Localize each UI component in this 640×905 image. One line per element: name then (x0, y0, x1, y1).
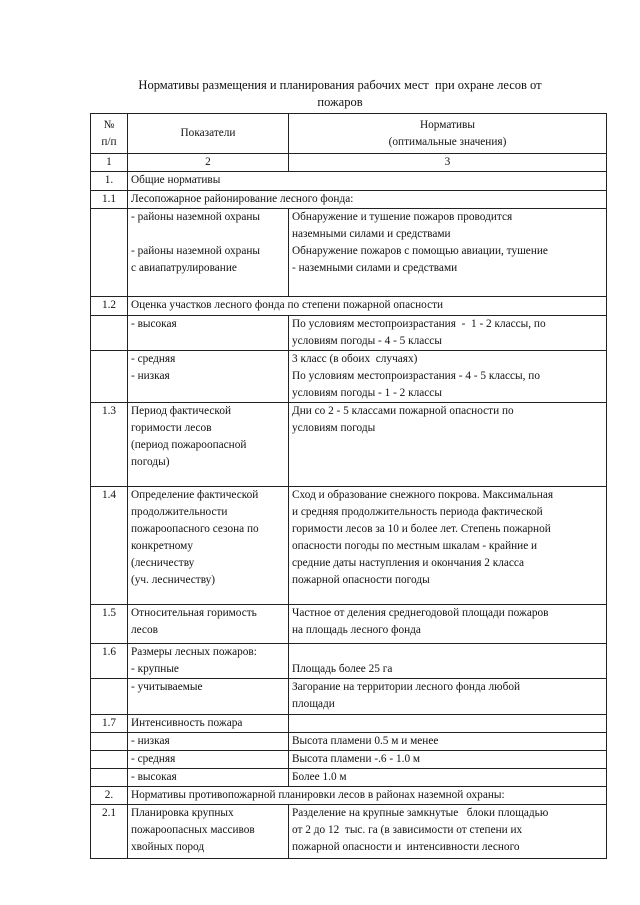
table-row (91, 209, 607, 297)
cell-text-line: Показатели (180, 127, 236, 139)
cell-text-line: - низкая (131, 370, 170, 382)
cell-text-line: - районы наземной охраны (131, 211, 260, 223)
norm-cell (289, 605, 607, 644)
norm-cell (289, 805, 607, 859)
cell-text-line: продолжительности (131, 506, 228, 518)
norm-cell (289, 715, 607, 733)
row-number: 2. (91, 787, 128, 805)
cell-text-line: условиям погоды - 1 - 2 классы (292, 387, 442, 399)
cell-text-line: № (103, 118, 115, 131)
cell-text-line: (период пожароопасной (131, 439, 247, 451)
cell-text-line: Разделение на крупные замкнутые блоки площадью (292, 807, 549, 819)
cell-text-line: - высокая (131, 771, 177, 783)
section-heading: Общие нормативы (128, 172, 607, 191)
header-number-cell (91, 114, 128, 154)
header-row (91, 114, 607, 154)
table-row (91, 733, 607, 751)
table-row (91, 487, 607, 605)
indicator-cell (128, 316, 289, 351)
row-number-empty (91, 209, 128, 297)
cell-text-line: По условиям местопроизрастания - 4 - 5 классы, по (292, 370, 540, 382)
cell-text-line: Более 1.0 м (292, 771, 347, 783)
indicator-cell (128, 644, 289, 679)
cell-text-line: хвойных пород (131, 841, 205, 853)
row-number-empty (91, 733, 128, 751)
row-number: 1.3 (91, 403, 128, 487)
table-row (91, 351, 607, 403)
row-number-empty (91, 751, 128, 769)
indicator-cell (128, 805, 289, 859)
cell-text-line: п/п (101, 135, 117, 148)
indicator-cell (128, 209, 289, 297)
cell-text-line: средние даты наступления и окончания 2 класса (292, 557, 525, 569)
indicator-cell (128, 769, 289, 787)
row-number: 1.5 (91, 605, 128, 644)
cell-text-line: погоды) (131, 456, 170, 468)
table-row (91, 605, 607, 644)
cell-text-line (131, 226, 285, 243)
cell-text-line: Определение фактической (131, 489, 259, 501)
cell-text-line: - наземными силами и средствами (292, 262, 458, 274)
table-row (91, 805, 607, 859)
norm-cell (289, 644, 607, 679)
column-number-2: 2 (128, 154, 289, 172)
indicator-cell (128, 751, 289, 769)
cell-text-line: лесов (131, 624, 158, 636)
norms-table (90, 113, 607, 859)
column-number-1: 1 (91, 154, 128, 172)
cell-text-line: пожарной опасности и интенсивности лесного (292, 841, 520, 853)
cell-text-line: 3 класс (в обоих случаях) (292, 353, 418, 365)
header-indicators-cell (128, 114, 289, 154)
cell-text-line: - учитываемые (131, 681, 203, 693)
cell-text-line: горимости лесов за 10 и более лет. Степень пожарной (292, 523, 551, 535)
row-number-empty (91, 679, 128, 715)
section-heading: Лесопожарное районирование лесного фонда: (128, 191, 607, 209)
cell-text-line: условиям погоды - 4 - 5 классы (292, 335, 442, 347)
table-row (91, 769, 607, 787)
indicator-cell (128, 487, 289, 605)
cell-text-line: Обнаружение и тушение пожаров проводится (292, 211, 513, 223)
section-heading: Нормативы противопожарной планировки лесов в районах наземной охраны: (128, 787, 607, 805)
table-row (91, 644, 607, 679)
cell-text-line (292, 715, 603, 732)
cell-text-line: Загорание на территории лесного фонда любой (292, 681, 521, 693)
title-line-2: пожаров (317, 95, 363, 109)
cell-text-line: Площадь более 25 га (292, 663, 393, 675)
table-row (91, 297, 607, 316)
row-number: 1.6 (91, 644, 128, 679)
cell-text-line: Сход и образование снежного покрова. Максимальная (292, 489, 554, 501)
row-number-empty (91, 316, 128, 351)
cell-text-line: - средняя (131, 353, 176, 365)
cell-text-line: пожарной опасности погоды (292, 574, 430, 586)
cell-text-line: опасности погоды по местным шкалам - крайние и (292, 540, 538, 552)
cell-text-line: на площадь лесного фонда (292, 624, 421, 636)
column-number-3: 3 (289, 154, 607, 172)
cell-text-line: По условиям местопроизрастания - 1 - 2 классы, по (292, 318, 546, 330)
cell-text-line: пожароопасных массивов (131, 824, 255, 836)
cell-text-line: Частное от деления среднегодовой площади пожаров (292, 607, 549, 619)
norm-cell (289, 769, 607, 787)
cell-text-line: условиям погоды (292, 422, 376, 434)
norm-cell (289, 751, 607, 769)
indicator-cell (128, 715, 289, 733)
cell-text-line: горимости лесов (131, 422, 212, 434)
cell-text-line: наземными силами и средствами (292, 228, 451, 240)
cell-text-line: Размеры лесных пожаров: (131, 646, 257, 658)
norm-cell (289, 403, 607, 487)
cell-text-line: конкретному (131, 540, 193, 552)
cell-text-line: - средняя (131, 753, 176, 765)
cell-text-line: - районы наземной охраны (131, 245, 260, 257)
cell-text-line: Высота пламени -.6 - 1.0 м (292, 753, 421, 765)
cell-text-line: пожароопасного сезона по (131, 523, 259, 535)
table-row (91, 787, 607, 805)
indicator-cell (128, 679, 289, 715)
cell-text-line: - низкая (131, 735, 170, 747)
cell-text-line: Дни со 2 - 5 классами пожарной опасности по (292, 405, 514, 417)
norm-cell (289, 487, 607, 605)
row-number: 1.2 (91, 297, 128, 316)
cell-text-line: (уч. лесничеству) (131, 574, 216, 586)
cell-text-line: Интенсивность пожара (131, 717, 243, 729)
row-number: 1.1 (91, 191, 128, 209)
cell-text-line: (оптимальные значения) (388, 135, 507, 148)
cell-text-line: с авиапатрулирование (131, 262, 237, 274)
cell-text-line: Планировка крупных (131, 807, 234, 819)
indicator-cell (128, 605, 289, 644)
table-row (91, 403, 607, 487)
header-norms-cell (289, 114, 607, 154)
cell-text-line: Нормативы (420, 118, 475, 131)
table-row (91, 751, 607, 769)
norm-cell (289, 351, 607, 403)
cell-text-line: от 2 до 12 тыс. га (в зависимости от степени их (292, 824, 523, 836)
table-row (91, 316, 607, 351)
cell-text-line: площади (292, 698, 335, 710)
row-number: 2.1 (91, 805, 128, 859)
column-number-row (91, 154, 607, 172)
cell-text-line: - крупные (131, 663, 179, 675)
norm-cell (289, 679, 607, 715)
cell-text-line (292, 644, 603, 661)
row-number: 1.7 (91, 715, 128, 733)
table-row (91, 715, 607, 733)
cell-text-line: Период фактической (131, 405, 232, 417)
cell-text-line: и средняя продолжительность периода фактической (292, 506, 543, 518)
section-heading: Оценка участков лесного фонда по степени пожарной опасности (128, 297, 607, 316)
row-number-empty (91, 769, 128, 787)
indicator-cell (128, 403, 289, 487)
table-row (91, 191, 607, 209)
norm-cell (289, 316, 607, 351)
document-title (100, 77, 580, 111)
table-row (91, 172, 607, 191)
cell-text-line: Высота пламени 0.5 м и менее (292, 735, 439, 747)
row-number-empty (91, 351, 128, 403)
row-number: 1.4 (91, 487, 128, 605)
indicator-cell (128, 733, 289, 751)
norm-cell (289, 209, 607, 297)
title-line-1: Нормативы размещения и планирования рабочих мест при охране лесов от (138, 78, 542, 92)
cell-text-line: Относительная горимость (131, 607, 257, 619)
cell-text-line: Обнаружение пожаров с помощью авиации, тушение (292, 245, 548, 257)
cell-text-line: - высокая (131, 318, 177, 330)
indicator-cell (128, 351, 289, 403)
norm-cell (289, 733, 607, 751)
table-row (91, 679, 607, 715)
cell-text-line: (лесничеству (131, 557, 195, 569)
row-number: 1. (91, 172, 128, 191)
